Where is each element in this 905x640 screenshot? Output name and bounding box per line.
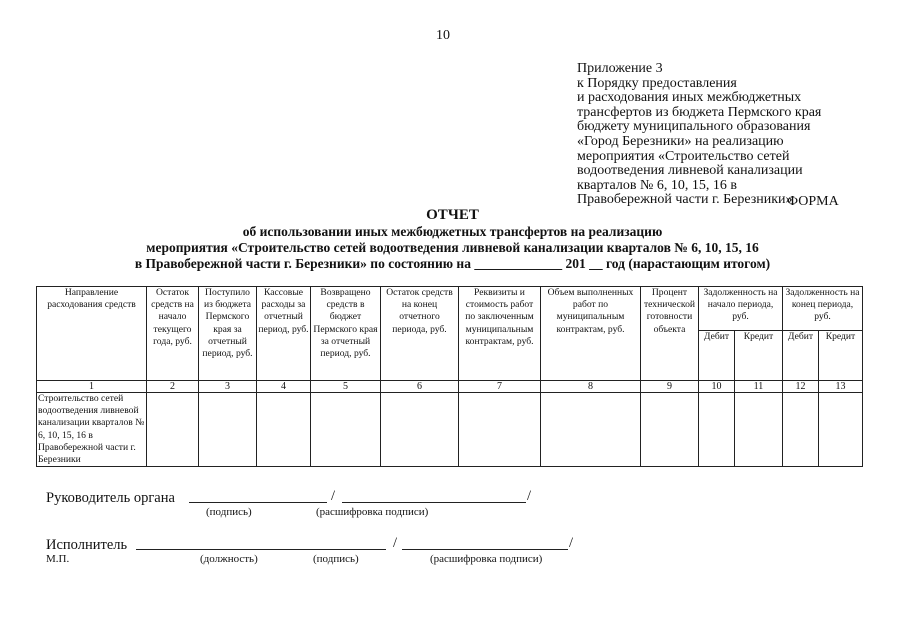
table-cell	[199, 393, 257, 467]
subheader-credit: Кредит	[819, 331, 863, 381]
signature-hint: (подпись)	[206, 506, 252, 518]
column-number: 9	[641, 381, 699, 393]
table-cell	[783, 393, 819, 467]
appendix-line: мероприятия «Строительство сетей	[577, 148, 790, 164]
appendix-line: и расходования иных межбюджетных	[577, 90, 802, 106]
header-work-volume: Объем выполненных работ по муниципальным контрактам, руб.	[541, 287, 641, 381]
slash-separator: /	[393, 535, 398, 551]
head-decode-line[interactable]	[342, 502, 526, 503]
table-cell	[819, 393, 863, 467]
column-number: 5	[311, 381, 381, 393]
stamp-label: М.П.	[46, 553, 70, 565]
subheader-credit: Кредит	[735, 331, 783, 381]
form-label: ФОРМА	[787, 194, 839, 209]
executor-position-line[interactable]	[136, 549, 386, 550]
row-direction: Строительство сетей водоотведения ливневой канализации кварталов № 6, 10, 15, 16 в Правобережной части г. Березники	[37, 393, 147, 467]
executor-decode-line[interactable]	[402, 549, 568, 550]
table-cell	[257, 393, 311, 467]
appendix-line: водоотведения ливневой канализации	[577, 163, 803, 179]
subheader-debit: Дебит	[783, 331, 819, 381]
report-table	[36, 286, 863, 467]
table-row	[37, 393, 863, 467]
header-cash-expenses: Кассовые расходы за отчетный период, руб.	[257, 287, 311, 381]
subheader-debit: Дебит	[699, 331, 735, 381]
head-signature-line[interactable]	[189, 502, 327, 503]
column-number: 10	[699, 381, 735, 393]
header-contract-details: Реквизиты и стоимость работ по заключенным муниципальным контрактам, руб.	[459, 287, 541, 381]
appendix-line: Правобережной части г. Березники»	[577, 192, 793, 208]
executor-label: Исполнитель	[46, 537, 128, 553]
column-number: 3	[199, 381, 257, 393]
appendix-line: «Город Березники» на реализацию	[577, 133, 784, 149]
column-number: 13	[819, 381, 863, 393]
column-number: 11	[735, 381, 783, 393]
table-cell	[311, 393, 381, 467]
report-subtitle-line: в Правобережной части г. Березники» по состоянию на _____________ 201 __ год (нарастающим итогом)	[134, 256, 771, 271]
head-of-body-label: Руководитель органа	[46, 490, 175, 506]
appendix-line: бюджету муниципального образования	[577, 119, 811, 135]
header-debt-start: Задолженность на начало периода, руб.	[699, 287, 783, 331]
table-cell	[541, 393, 641, 467]
table-cell	[381, 393, 459, 467]
report-subtitle-line: об использовании иных межбюджетных трансфертов на реализацию	[242, 224, 663, 239]
page-number: 10	[436, 28, 450, 43]
column-number: 6	[381, 381, 459, 393]
position-hint: (должность)	[200, 553, 258, 565]
decode-hint: (расшифровка подписи)	[430, 553, 543, 565]
appendix-line: Приложение 3	[577, 61, 663, 76]
column-number: 4	[257, 381, 311, 393]
table-cell	[699, 393, 735, 467]
appendix-line: трансфертов из бюджета Пермского края	[577, 104, 822, 120]
table-cell	[147, 393, 199, 467]
column-number: 1	[37, 381, 147, 393]
report-subtitle	[0, 224, 905, 272]
table-cell	[735, 393, 783, 467]
header-readiness: Процент технической готовности объекта	[641, 287, 699, 381]
header-debt-end: Задолженность на конец периода, руб.	[783, 287, 863, 331]
header-returned: Возвращено средств в бюджет Пермского края за отчетный период, руб.	[311, 287, 381, 381]
table-cell	[459, 393, 541, 467]
header-received: Поступило из бюджета Пермского края за отчетный период, руб.	[199, 287, 257, 381]
signature-hint: (подпись)	[313, 553, 359, 565]
appendix-block	[577, 62, 877, 208]
column-number: 12	[783, 381, 819, 393]
column-number: 2	[147, 381, 199, 393]
header-balance-end: Остаток средств на конец отчетного периода, руб.	[381, 287, 459, 381]
appendix-line: кварталов № 6, 10, 15, 16 в	[577, 177, 737, 193]
appendix-line: к Порядку предоставления	[577, 75, 737, 91]
slash-separator: /	[569, 535, 574, 551]
table-cell	[641, 393, 699, 467]
column-number: 8	[541, 381, 641, 393]
header-balance-start: Остаток средств на начало текущего года, руб.	[147, 287, 199, 381]
column-number: 7	[459, 381, 541, 393]
slash-separator: /	[527, 488, 532, 504]
header-direction: Направление расходования средств	[37, 287, 147, 381]
slash-separator: /	[331, 488, 336, 504]
report-subtitle-line: мероприятия «Строительство сетей водоотведения ливневой канализации кварталов № 6, 10, 15, 16	[146, 240, 759, 255]
decode-hint: (расшифровка подписи)	[316, 506, 429, 518]
report-title: ОТЧЕТ	[426, 207, 479, 223]
